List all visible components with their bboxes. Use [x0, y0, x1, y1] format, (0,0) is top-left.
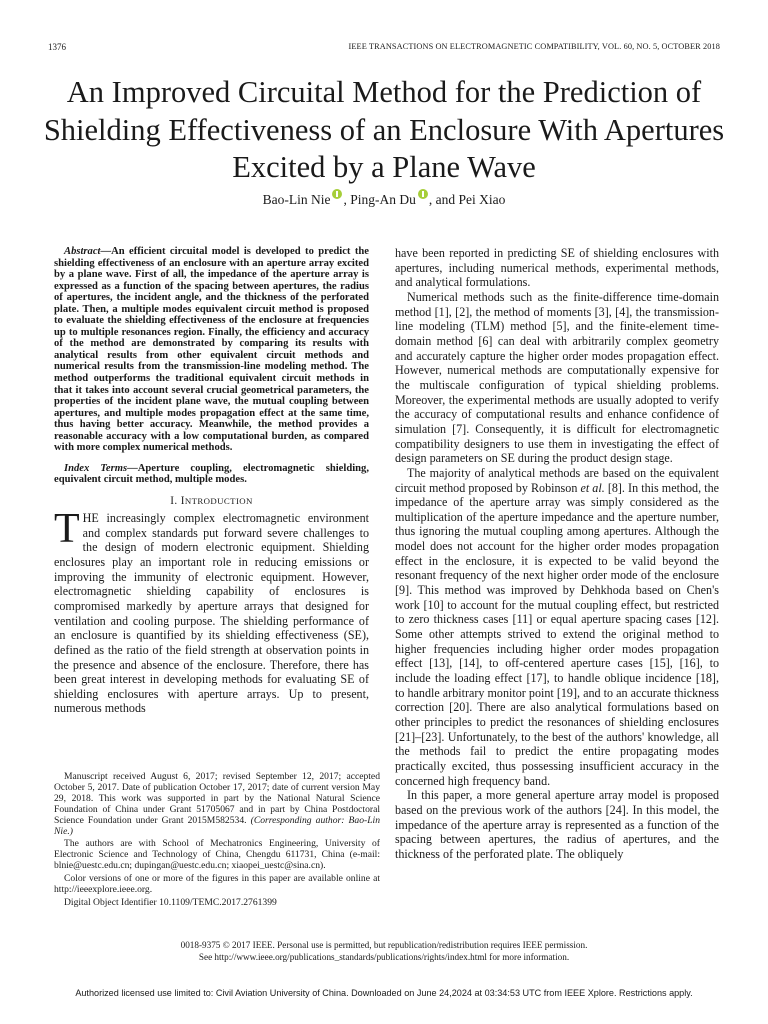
intro-paragraph-text: HE increasingly complex electromagnetic environment and complex standards put forward severe challenges to the design of modern electronic equipment. Shielding enclosures play an important role in reducing emissions or improving the immunity of electronic equipment. However, electromagnetic shielding capability of enclosures is compromised markedly by aperture arrays that designed for ventilation and cooling purpose. The shielding performance of an enclosure is quantified by its shielding effectiveness (SE), defined as the ratio of the field strength at observation points in the presence and absence of the enclosure. Therefore, there has been great interest in developing methods for evaluating SE of shielding enclosures with aperture arrays. Up to present, numerous methods	[54, 510, 369, 716]
index-terms	[54, 463, 369, 486]
copyright-line-1: 0018-9375 © 2017 IEEE. Personal use is permitted, but republication/redistribution requires IEEE permission.	[180, 940, 588, 950]
orcid-icon[interactable]	[332, 189, 342, 199]
section-numeral: I.	[170, 494, 181, 507]
body-paragraph	[395, 466, 719, 788]
left-column	[54, 246, 369, 716]
orcid-icon[interactable]	[418, 189, 428, 199]
author-3: , and Pei Xiao	[428, 192, 506, 207]
copyright-line-2: See http://www.ieee.org/publications_standards/publications/rights/index.html for more information.	[198, 951, 570, 962]
paper-title: An Improved Circuital Method for the Prediction of Shielding Effectiveness of an Enclosure With Apertures Excited by a Plane Wave	[43, 75, 725, 184]
copyright-notice	[0, 940, 768, 963]
footnote-affiliation: The authors are with School of Mechatronics Engineering, University of Electronic Science and Technology of China, Chengdu 611731, China (e-mail: blnie@uestc.edu.cn; dupingan@uestc.edu.cn; xiaopei_uestc@sina.cn).	[54, 838, 380, 872]
footnote-manuscript	[54, 772, 380, 837]
index-terms-label: Index Terms	[64, 462, 128, 474]
section-heading-introduction	[54, 495, 369, 507]
body-text: The majority of analytical methods are based on the equivalent circuit method proposed by Robinson	[395, 465, 719, 495]
footnotes	[54, 772, 380, 911]
body-paragraph: In this paper, a more general aperture array model is proposed based on the previous work of the authors [24]. In this model, the impedance of the aperture array is represented as a function of the spacing between apertures, the radius of apertures, and the thickness of the perforated plate. The obliquely	[395, 788, 719, 861]
section-first-letter: I	[180, 494, 185, 507]
right-column	[395, 246, 719, 862]
body-text: [8]. In this method, the impedance of the aperture array was simply considered as the multiplication of the aperture impedance and the aperture number, thus ignoring the mutual coupling among apertures. Although the model does not account for the higher order modes propagation effect in the enclosure, it is expected to be valid beyond the resonant frequency of the next higher order mode of the enclosure [9]. This method was improved by Dehkhoda based on Chen's work [10] to account for the mutual coupling effect, but restricted to zero thickness cases [11] or equal aperture spacing cases [12]. Some other attempts strived to extend the original method to higher frequencies including higher order modes propagation effect [13], [14], to off-centered aperture cases [15], [16], to include the loading effect [17], to handle oblique incidence [18], to handle arbitrary monitor point [19], and to an accurate thickness correction [20]. There are also analytical formulations based on other principles to predict the resonances of shielding enclosures [21]–[23]. Unfortunately, to the best of the authors' knowledge, all the methods fail to predict the entire propagating modes practically excited, thus possessing insufficient accuracy in the concerned high frequency band.	[395, 480, 719, 788]
author-2: , Ping-An Du	[343, 192, 416, 207]
page-number: 1376	[48, 42, 66, 52]
corresponding-author-note: (Corresponding author: Bao-Lin Nie.)	[54, 814, 380, 837]
intro-paragraph	[54, 505, 369, 716]
author-list	[0, 189, 768, 208]
abstract-text: —An efficient circuital model is developed to predict the shielding effectiveness of an enclosure with an aperture array excited by a plane wave. First of all, the impedance of the aperture array is expressed as a function of the spacing between apertures, the radius of apertures, the incident angle, and the thickness of the perforated plate. Then, a multiple modes equivalent circuit method is proposed to evaluate the shielding effectiveness of the enclosure at frequencies up to multiple resonances region. Finally, the efficiency and accuracy of the method are demonstrated by comparing its results with analytical results from other equivalent circuit methods and numerical results from the transmission-line modeling method. The method outperforms the traditional equivalent circuit methods in that it takes into account several crucial geometrical parameters, the properties of the incident plane wave, the mutual coupling between apertures, and multiple modes propagation effect at the same time, thus having better accuracy. Meanwhile, the method provides a reasonable accuracy with a low computational burden, as compared with more complex numerical methods.	[54, 246, 369, 454]
journal-header: IEEE TRANSACTIONS ON ELECTROMAGNETIC COMPATIBILITY, VOL. 60, NO. 5, OCTOBER 2018	[348, 42, 720, 51]
drop-cap: T	[54, 505, 80, 552]
license-notice: Authorized licensed use limited to: Civil Aviation University of China. Downloaded on June 24,2024 at 03:34:53 UTC from IEEE Xplore. Restrictions apply.	[75, 988, 693, 998]
index-terms-text: —Aperture coupling, electromagnetic shielding, equivalent circuit method, multiple modes.	[54, 462, 369, 486]
body-paragraph: have been reported in predicting SE of shielding enclosures with apertures, including numerical methods, experimental methods, and analytical formulations.	[395, 246, 719, 290]
author-1: Bao-Lin Nie	[262, 192, 331, 207]
body-text-italic: et al.	[580, 480, 605, 495]
abstract-label: Abstract	[64, 246, 101, 257]
footnote-doi: Digital Object Identifier 10.1109/TEMC.2017.2761399	[64, 896, 277, 908]
footnote-text: Manuscript received August 6, 2017; revised September 12, 2017; accepted October 5, 2017. Date of publication October 17, 2017; date of current version May 29, 2018. This work was supported in part by the National Natural Science Foundation of China under Grant 51705067 and in part by China Postdoctoral Science Foundation under Grant 2015M582534.	[54, 771, 380, 826]
footnote-color: Color versions of one or more of the figures in this paper are available online at http://ieeexplore.ieee.org.	[54, 873, 380, 896]
abstract	[54, 246, 369, 454]
body-paragraph: Numerical methods such as the finite-difference time-domain method [1], [2], the method of moments [3], [4], the transmission-line modeling (TLM) method [5], and the finite-element time-domain method [6] can deal with arbitrarily complex geometry and accurately capture the higher order modes propagation effect. However, numerical methods are computationally expensive for the multiscale configuration of typical shielding problems. Moreover, the experimental methods are usually adopted to verify the accuracy of computational results and enhance confidence of simulation [7]. Consequently, it is difficult for electromagnetic compatibility designers to use them in investigating the effect of design parameters on SE during the product design stage.	[395, 289, 719, 466]
section-title-rest: NTRODUCTION	[184, 495, 253, 506]
